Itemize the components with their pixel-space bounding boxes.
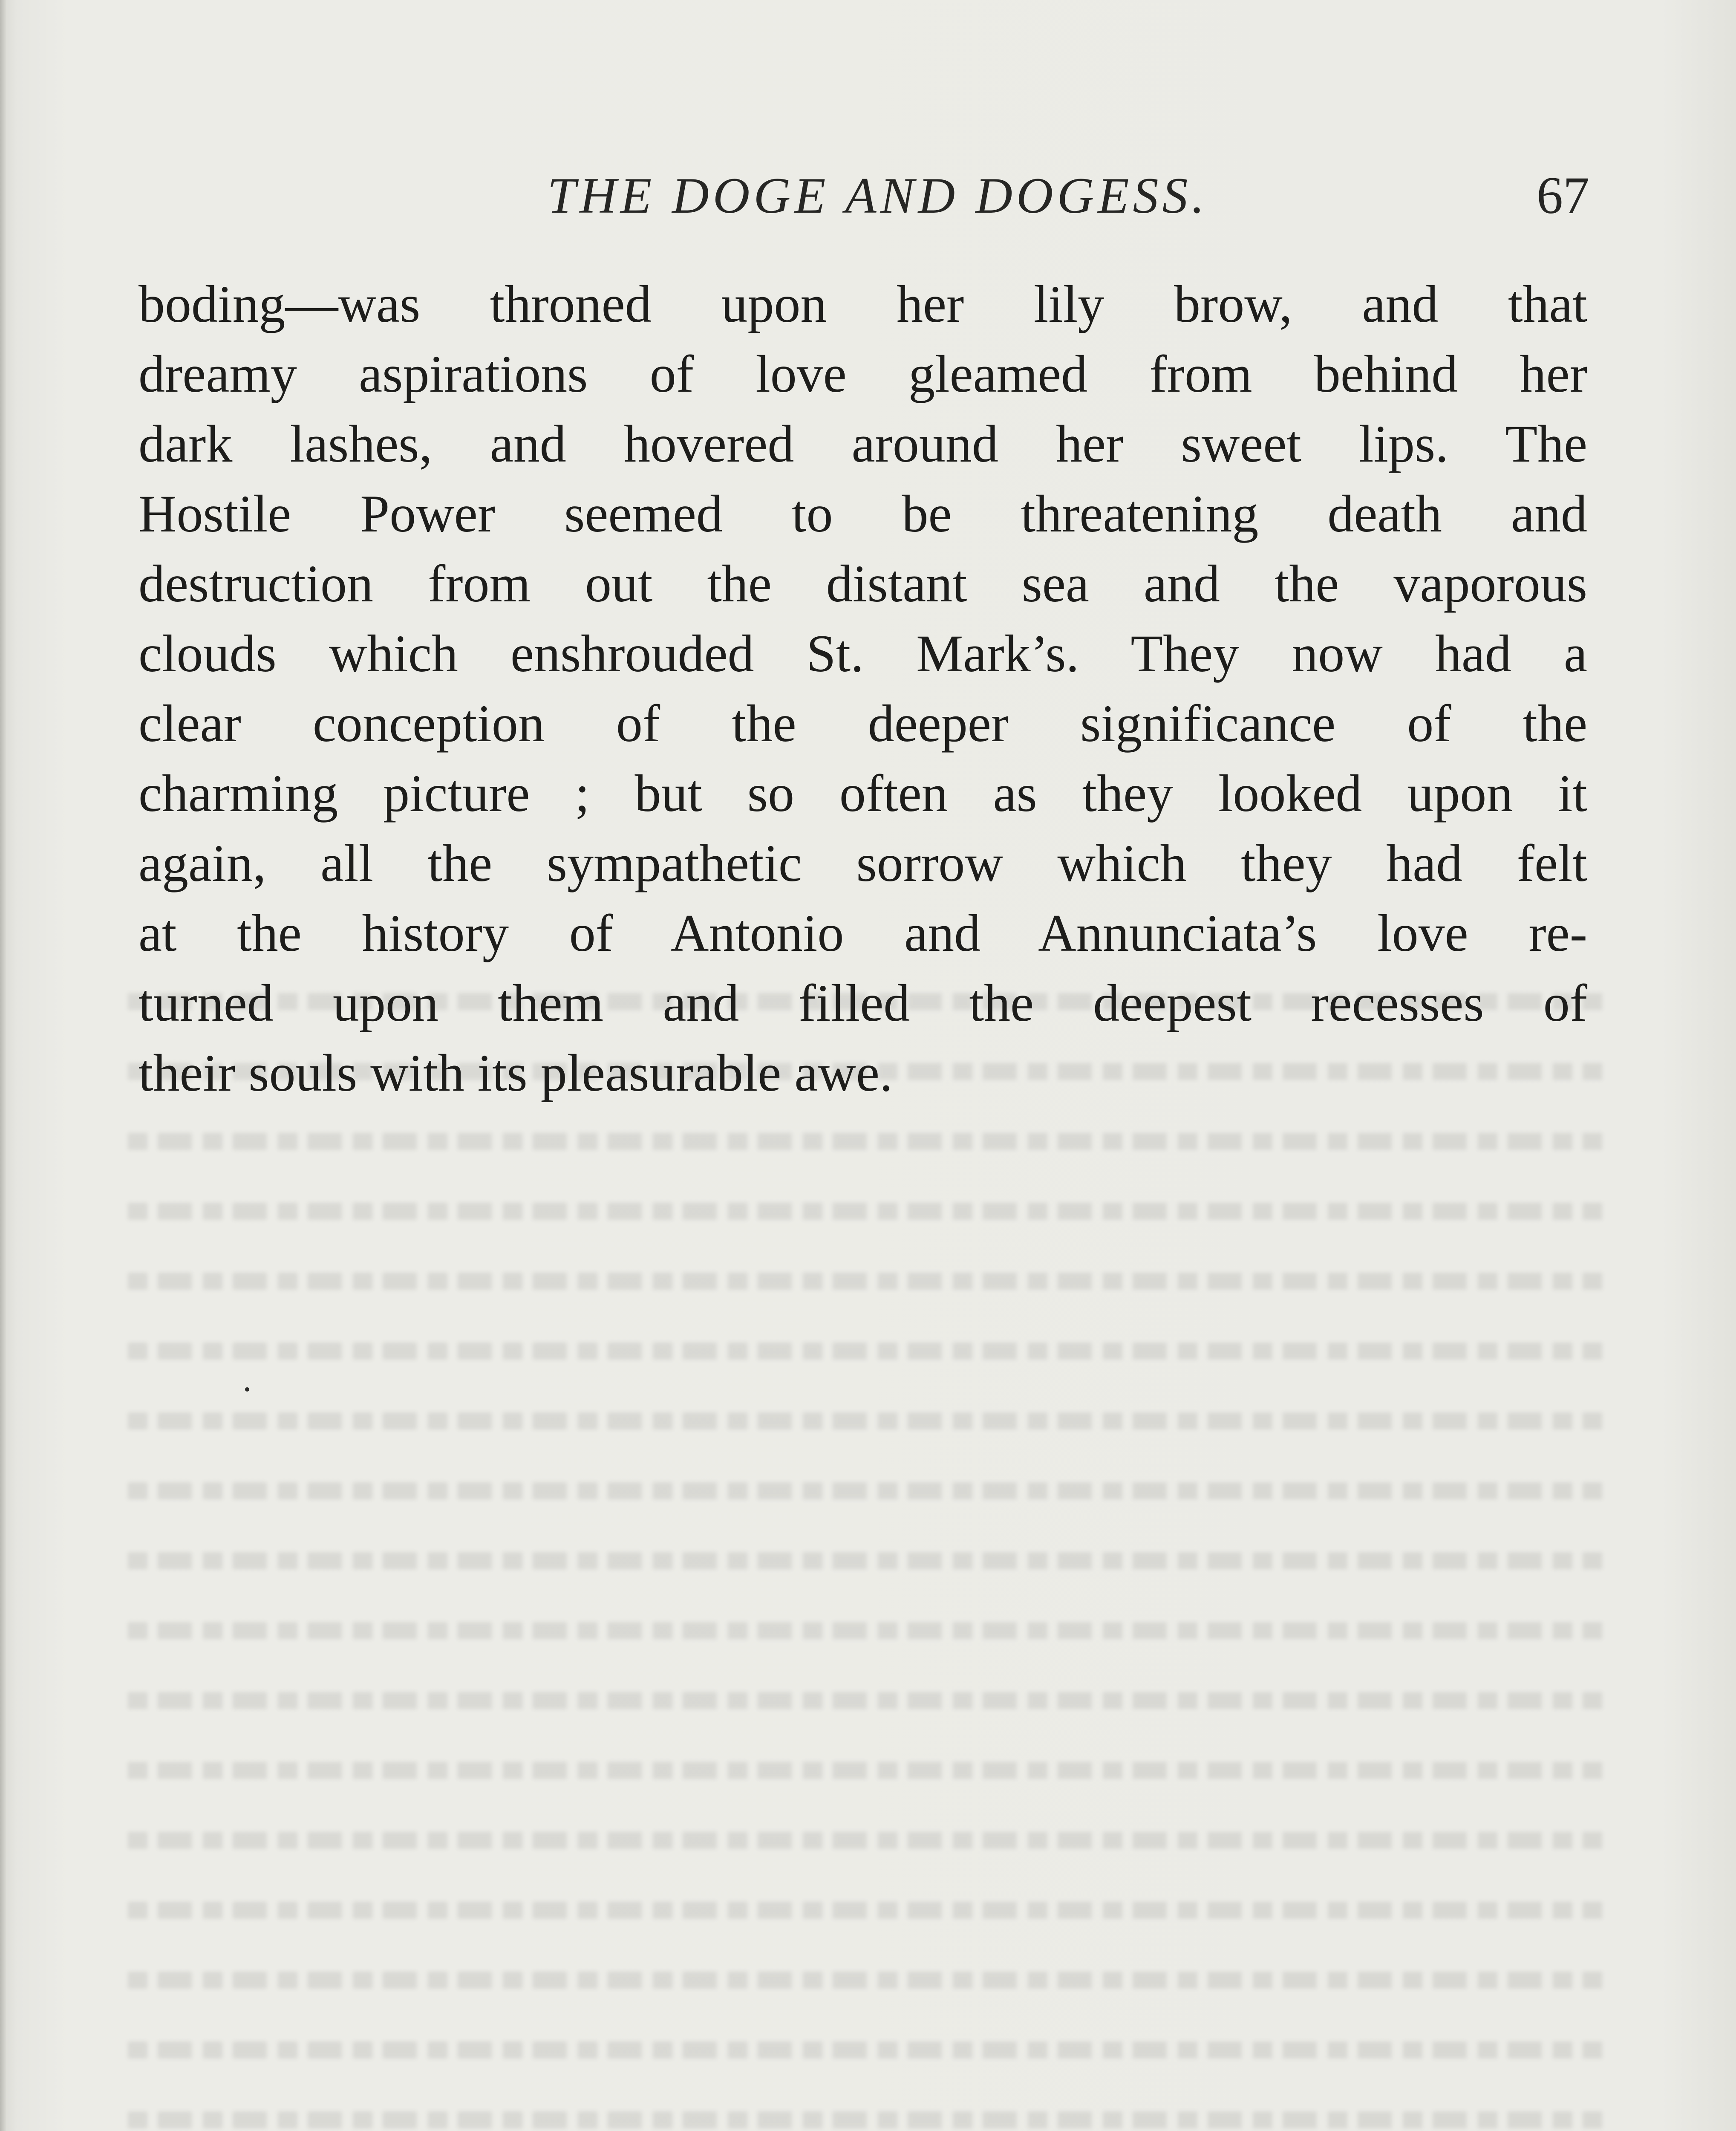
page-number: 67 [1537, 166, 1589, 225]
text-line: boding—was throned upon her lily brow, and that [138, 275, 1587, 333]
text-line: charming picture ; but so often as they looked upon it [138, 764, 1587, 823]
page-gutter [0, 0, 6, 2131]
text-line: their souls with its pleasurable awe. [138, 1044, 893, 1102]
text-line: at the history of Antonio and Annunciata’s love re- [138, 904, 1587, 962]
paper-speck [245, 1387, 249, 1392]
text-line: clear conception of the deeper significance of the [138, 694, 1587, 753]
text-line: again, all the sympathetic sorrow which they had felt [138, 834, 1587, 892]
text-line: Hostile Power seemed to be threatening death and [138, 485, 1587, 543]
text-line: turned upon them and filled the deepest recesses of [138, 974, 1587, 1032]
body-text [138, 269, 1587, 1108]
text-line: dark lashes, and hovered around her sweet lips. The [138, 415, 1587, 473]
running-head: THE DOGE AND DOGESS. [547, 167, 1208, 224]
show-through-text [128, 993, 1602, 2131]
text-line: destruction from out the distant sea and the vaporous [138, 554, 1587, 613]
text-line: dreamy aspirations of love gleamed from behind her [138, 345, 1587, 403]
text-line: clouds which enshrouded St. Mark’s. They now had a [138, 624, 1587, 683]
